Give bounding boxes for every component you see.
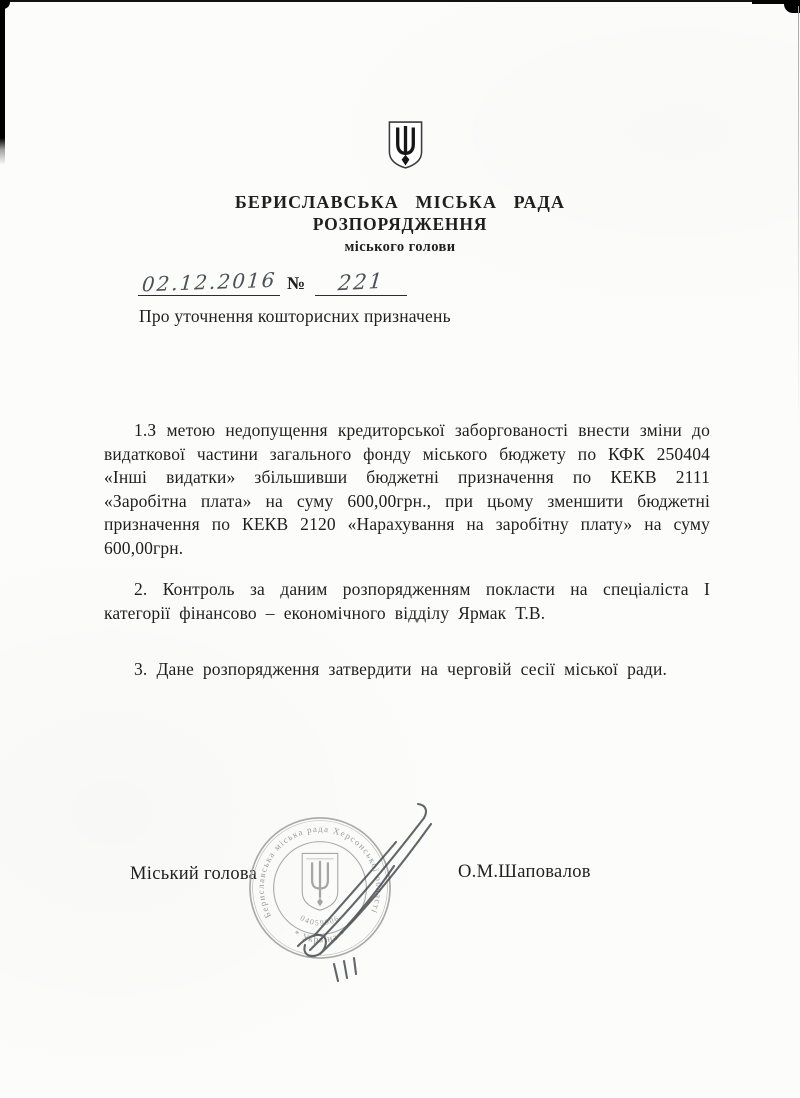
scan-artifact-top-edge [0, 0, 800, 2]
document-type: РОЗПОРЯДЖЕННЯ [312, 214, 488, 234]
paragraph-1: 1.З метою недопущення кредиторської заборгованості внести зміни до видаткової частини загального фонду міського бюджету по КФК 250404 «Інші видатки» збільшивши бюджетні призначення по КЕКВ 2111 «Заробітна плата» на суму 600,00грн., при цьому зменшити бюджетні призначення по КЕКВ 2120 «Нарахування на заробітну плату» на суму 600,00грн. [104, 420, 710, 558]
signer-title: Міський голова [130, 864, 258, 884]
ukraine-trident-emblem-icon [386, 119, 425, 171]
stamp-code: 04059906 [298, 913, 342, 928]
scan-artifact-left-edge [0, 0, 5, 165]
handwritten-signature-icon [268, 778, 443, 988]
paragraph-3: 3. Дане розпорядження затвердити на черговій сесії міської ради. [134, 659, 667, 679]
stamp-ring-bottom-text: * Україна * [291, 929, 349, 946]
paragraph-2: 2. Контроль за даним розпорядженням покласти на спеціаліста І категорії фінансово – економічного відділу Ярмак Т.В. [104, 579, 710, 623]
organization-name: БЕРИСЛАВСЬКА МІСЬКА РАДА [234, 192, 566, 212]
document-header [0, 191, 800, 256]
number-underline [315, 270, 407, 296]
date-underline [138, 267, 280, 297]
reference-line [138, 267, 407, 297]
document-body [104, 419, 710, 682]
number-sign: № [287, 273, 306, 293]
stamp-ring-top-text: Бериславська міська рада Херсонської області [255, 823, 385, 920]
signer-name: О.М.Шаповалов [458, 862, 591, 882]
handwritten-date: 02.12.2016 [140, 267, 278, 297]
document-author: міського голови [344, 239, 456, 255]
subject-line: Про уточнення кошторисних призначень [139, 306, 451, 326]
handwritten-number: 221 [337, 268, 386, 296]
